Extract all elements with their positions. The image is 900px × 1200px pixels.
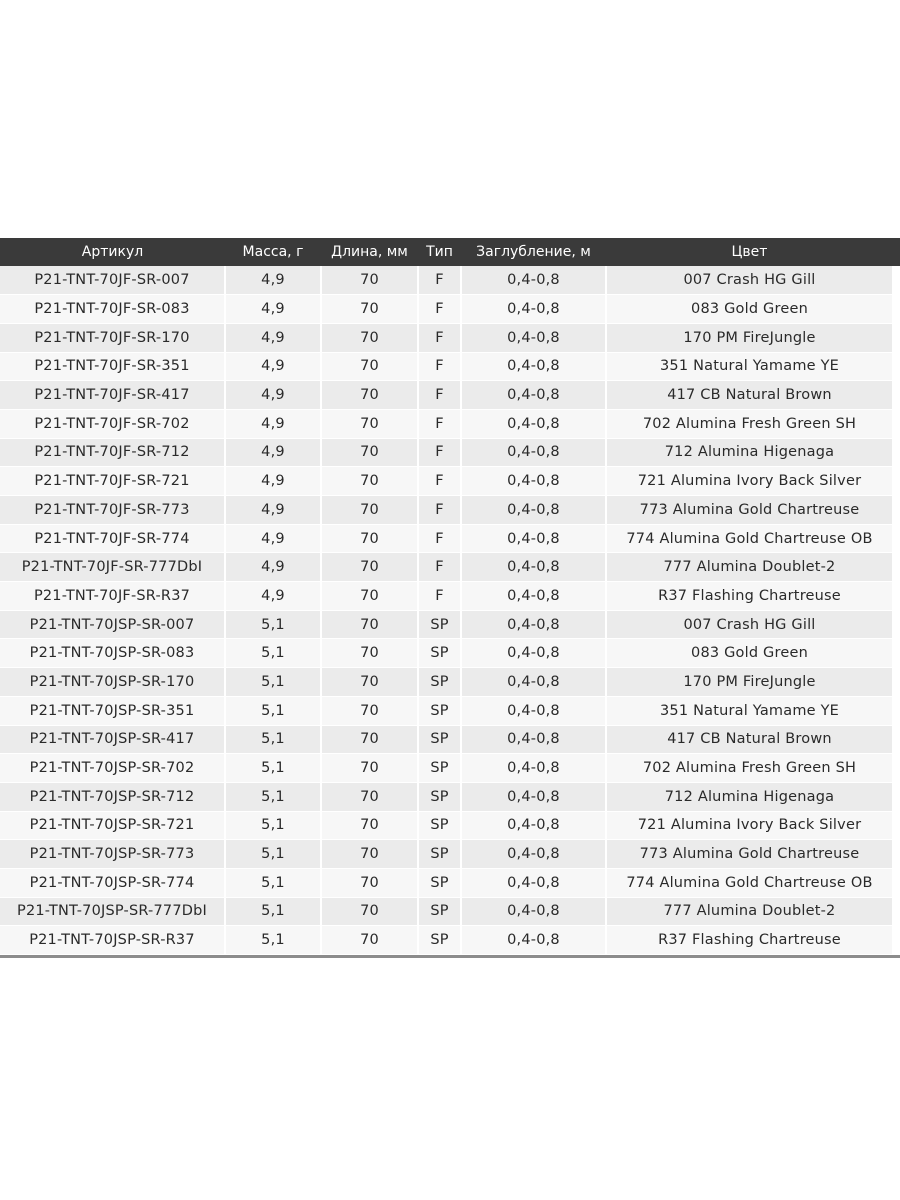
cell-length: 70 [321,553,418,582]
cell-depth: 0,4-0,8 [461,496,606,525]
cell-color: 007 Crash HG Gill [606,610,893,639]
cell-tail [893,754,900,783]
cell-color: R37 Flashing Chartreuse [606,582,893,611]
cell-depth: 0,4-0,8 [461,811,606,840]
header-mass: Масса, г [242,244,304,260]
cell-type: F [418,352,461,381]
cell-type: F [418,467,461,496]
cell-sku: P21-TNT-70JSP-SR-170 [0,668,225,697]
cell-tail [893,352,900,381]
cell-length: 70 [321,725,418,754]
table-row [0,668,900,697]
cell-mass: 4,9 [225,553,321,582]
cell-type: SP [418,926,461,955]
cell-length: 70 [321,438,418,467]
cell-length: 70 [321,754,418,783]
cell-tail [893,266,900,295]
cell-mass: 4,9 [225,352,321,381]
table-row [0,467,900,496]
table-row [0,782,900,811]
cell-tail [893,323,900,352]
cell-depth: 0,4-0,8 [461,754,606,783]
table-row [0,840,900,869]
cell-mass: 5,1 [225,696,321,725]
cell-color: 702 Alumina Fresh Green SH [606,409,893,438]
header-color: Цвет [731,244,768,260]
cell-type: F [418,524,461,553]
cell-color: R37 Flashing Chartreuse [606,926,893,955]
cell-length: 70 [321,897,418,926]
table-row [0,811,900,840]
cell-color: 777 Alumina Doublet-2 [606,553,893,582]
cell-length: 70 [321,610,418,639]
table-row [0,639,900,668]
table-row [0,438,900,467]
cell-type: SP [418,639,461,668]
cell-color: 712 Alumina Higenaga [606,782,893,811]
cell-sku: P21-TNT-70JF-SR-721 [0,467,225,496]
cell-mass: 4,9 [225,323,321,352]
cell-mass: 5,1 [225,639,321,668]
table-row [0,868,900,897]
cell-sku: P21-TNT-70JSP-SR-712 [0,782,225,811]
cell-length: 70 [321,266,418,295]
table-row [0,496,900,525]
cell-length: 70 [321,409,418,438]
product-spec-table [0,238,900,955]
cell-mass: 5,1 [225,782,321,811]
table-row [0,381,900,410]
cell-sku: P21-TNT-70JSP-SR-417 [0,725,225,754]
cell-length: 70 [321,496,418,525]
cell-sku: P21-TNT-70JF-SR-083 [0,295,225,324]
cell-color: 721 Alumina Ivory Back Silver [606,811,893,840]
header-tail [893,238,900,266]
cell-type: F [418,582,461,611]
cell-mass: 4,9 [225,381,321,410]
table-row [0,295,900,324]
cell-tail [893,524,900,553]
cell-depth: 0,4-0,8 [461,582,606,611]
table-row [0,926,900,955]
table-body [0,266,900,955]
cell-color: 170 PM FireJungle [606,668,893,697]
cell-depth: 0,4-0,8 [461,295,606,324]
cell-type: SP [418,840,461,869]
cell-mass: 5,1 [225,610,321,639]
cell-type: F [418,295,461,324]
table-row [0,323,900,352]
table-row [0,524,900,553]
cell-tail [893,782,900,811]
cell-mass: 4,9 [225,266,321,295]
cell-color: 007 Crash HG Gill [606,266,893,295]
cell-mass: 5,1 [225,725,321,754]
cell-length: 70 [321,582,418,611]
cell-color: 777 Alumina Doublet-2 [606,897,893,926]
cell-color: 351 Natural Yamame YE [606,696,893,725]
cell-mass: 5,1 [225,868,321,897]
cell-type: F [418,381,461,410]
cell-tail [893,582,900,611]
cell-mass: 4,9 [225,524,321,553]
cell-color: 083 Gold Green [606,295,893,324]
cell-tail [893,496,900,525]
cell-tail [893,696,900,725]
cell-type: SP [418,696,461,725]
cell-length: 70 [321,295,418,324]
cell-sku: P21-TNT-70JF-SR-007 [0,266,225,295]
cell-color: 773 Alumina Gold Chartreuse [606,496,893,525]
cell-length: 70 [321,524,418,553]
cell-mass: 4,9 [225,582,321,611]
cell-color: 417 CB Natural Brown [606,381,893,410]
cell-depth: 0,4-0,8 [461,438,606,467]
cell-tail [893,840,900,869]
cell-depth: 0,4-0,8 [461,868,606,897]
cell-tail [893,868,900,897]
cell-tail [893,467,900,496]
cell-mass: 5,1 [225,811,321,840]
cell-length: 70 [321,811,418,840]
cell-color: 417 CB Natural Brown [606,725,893,754]
cell-depth: 0,4-0,8 [461,553,606,582]
cell-tail [893,639,900,668]
cell-sku: P21-TNT-70JF-SR-417 [0,381,225,410]
cell-tail [893,897,900,926]
cell-sku: P21-TNT-70JF-SR-351 [0,352,225,381]
cell-color: 774 Alumina Gold Chartreuse OB [606,868,893,897]
cell-tail [893,926,900,955]
table-row [0,266,900,295]
cell-color: 083 Gold Green [606,639,893,668]
cell-type: F [418,496,461,525]
cell-tail [893,725,900,754]
cell-type: SP [418,754,461,783]
cell-type: SP [418,897,461,926]
cell-length: 70 [321,352,418,381]
cell-sku: P21-TNT-70JF-SR-170 [0,323,225,352]
cell-sku: P21-TNT-70JSP-SR-R37 [0,926,225,955]
cell-depth: 0,4-0,8 [461,668,606,697]
cell-depth: 0,4-0,8 [461,266,606,295]
cell-type: SP [418,782,461,811]
cell-type: SP [418,868,461,897]
table-row [0,754,900,783]
cell-color: 170 PM FireJungle [606,323,893,352]
cell-sku: P21-TNT-70JSP-SR-773 [0,840,225,869]
cell-type: F [418,409,461,438]
cell-depth: 0,4-0,8 [461,782,606,811]
cell-length: 70 [321,782,418,811]
cell-type: F [418,323,461,352]
table-row [0,553,900,582]
cell-mass: 5,1 [225,840,321,869]
cell-length: 70 [321,323,418,352]
cell-length: 70 [321,696,418,725]
cell-tail [893,553,900,582]
cell-color: 773 Alumina Gold Chartreuse [606,840,893,869]
cell-sku: P21-TNT-70JSP-SR-721 [0,811,225,840]
cell-mass: 5,1 [225,897,321,926]
cell-sku: P21-TNT-70JF-SR-773 [0,496,225,525]
cell-mass: 5,1 [225,668,321,697]
cell-tail [893,381,900,410]
cell-color: 702 Alumina Fresh Green SH [606,754,893,783]
cell-sku: P21-TNT-70JSP-SR-083 [0,639,225,668]
cell-mass: 4,9 [225,438,321,467]
cell-type: F [418,266,461,295]
cell-sku: P21-TNT-70JF-SR-774 [0,524,225,553]
cell-sku: P21-TNT-70JSP-SR-777DbI [0,897,225,926]
header-length: Длина, мм [331,244,408,260]
product-spec-table-wrapper [0,238,900,958]
cell-tail [893,668,900,697]
cell-depth: 0,4-0,8 [461,524,606,553]
cell-sku: P21-TNT-70JSP-SR-351 [0,696,225,725]
cell-depth: 0,4-0,8 [461,725,606,754]
cell-depth: 0,4-0,8 [461,381,606,410]
cell-color: 721 Alumina Ivory Back Silver [606,467,893,496]
cell-type: SP [418,811,461,840]
cell-mass: 5,1 [225,926,321,955]
cell-type: F [418,553,461,582]
table-header [0,238,900,266]
table-row [0,725,900,754]
cell-sku: P21-TNT-70JF-SR-702 [0,409,225,438]
cell-length: 70 [321,467,418,496]
table-row [0,352,900,381]
cell-length: 70 [321,868,418,897]
cell-sku: P21-TNT-70JSP-SR-702 [0,754,225,783]
header-row [0,238,900,266]
cell-color: 774 Alumina Gold Chartreuse OB [606,524,893,553]
cell-length: 70 [321,926,418,955]
table-row [0,696,900,725]
table-row [0,582,900,611]
cell-depth: 0,4-0,8 [461,409,606,438]
table-bottom-rule [0,955,900,958]
cell-tail [893,811,900,840]
header-depth: Заглубление, м [476,244,591,260]
cell-mass: 4,9 [225,467,321,496]
cell-mass: 4,9 [225,295,321,324]
cell-type: SP [418,610,461,639]
cell-depth: 0,4-0,8 [461,639,606,668]
cell-mass: 4,9 [225,409,321,438]
table-row [0,897,900,926]
cell-depth: 0,4-0,8 [461,840,606,869]
cell-depth: 0,4-0,8 [461,610,606,639]
cell-length: 70 [321,639,418,668]
cell-length: 70 [321,840,418,869]
cell-sku: P21-TNT-70JF-SR-712 [0,438,225,467]
cell-mass: 4,9 [225,496,321,525]
cell-mass: 5,1 [225,754,321,783]
cell-tail [893,438,900,467]
header-type: Тип [426,244,453,260]
cell-depth: 0,4-0,8 [461,352,606,381]
cell-sku: P21-TNT-70JF-SR-777DbI [0,553,225,582]
cell-length: 70 [321,381,418,410]
table-row [0,409,900,438]
cell-tail [893,409,900,438]
cell-tail [893,295,900,324]
cell-color: 351 Natural Yamame YE [606,352,893,381]
cell-sku: P21-TNT-70JSP-SR-774 [0,868,225,897]
cell-length: 70 [321,668,418,697]
cell-sku: P21-TNT-70JF-SR-R37 [0,582,225,611]
cell-depth: 0,4-0,8 [461,467,606,496]
cell-sku: P21-TNT-70JSP-SR-007 [0,610,225,639]
header-sku: Артикул [81,244,144,260]
cell-depth: 0,4-0,8 [461,926,606,955]
cell-type: F [418,438,461,467]
cell-type: SP [418,725,461,754]
cell-type: SP [418,668,461,697]
cell-depth: 0,4-0,8 [461,696,606,725]
cell-color: 712 Alumina Higenaga [606,438,893,467]
cell-depth: 0,4-0,8 [461,897,606,926]
cell-depth: 0,4-0,8 [461,323,606,352]
table-row [0,610,900,639]
cell-tail [893,610,900,639]
